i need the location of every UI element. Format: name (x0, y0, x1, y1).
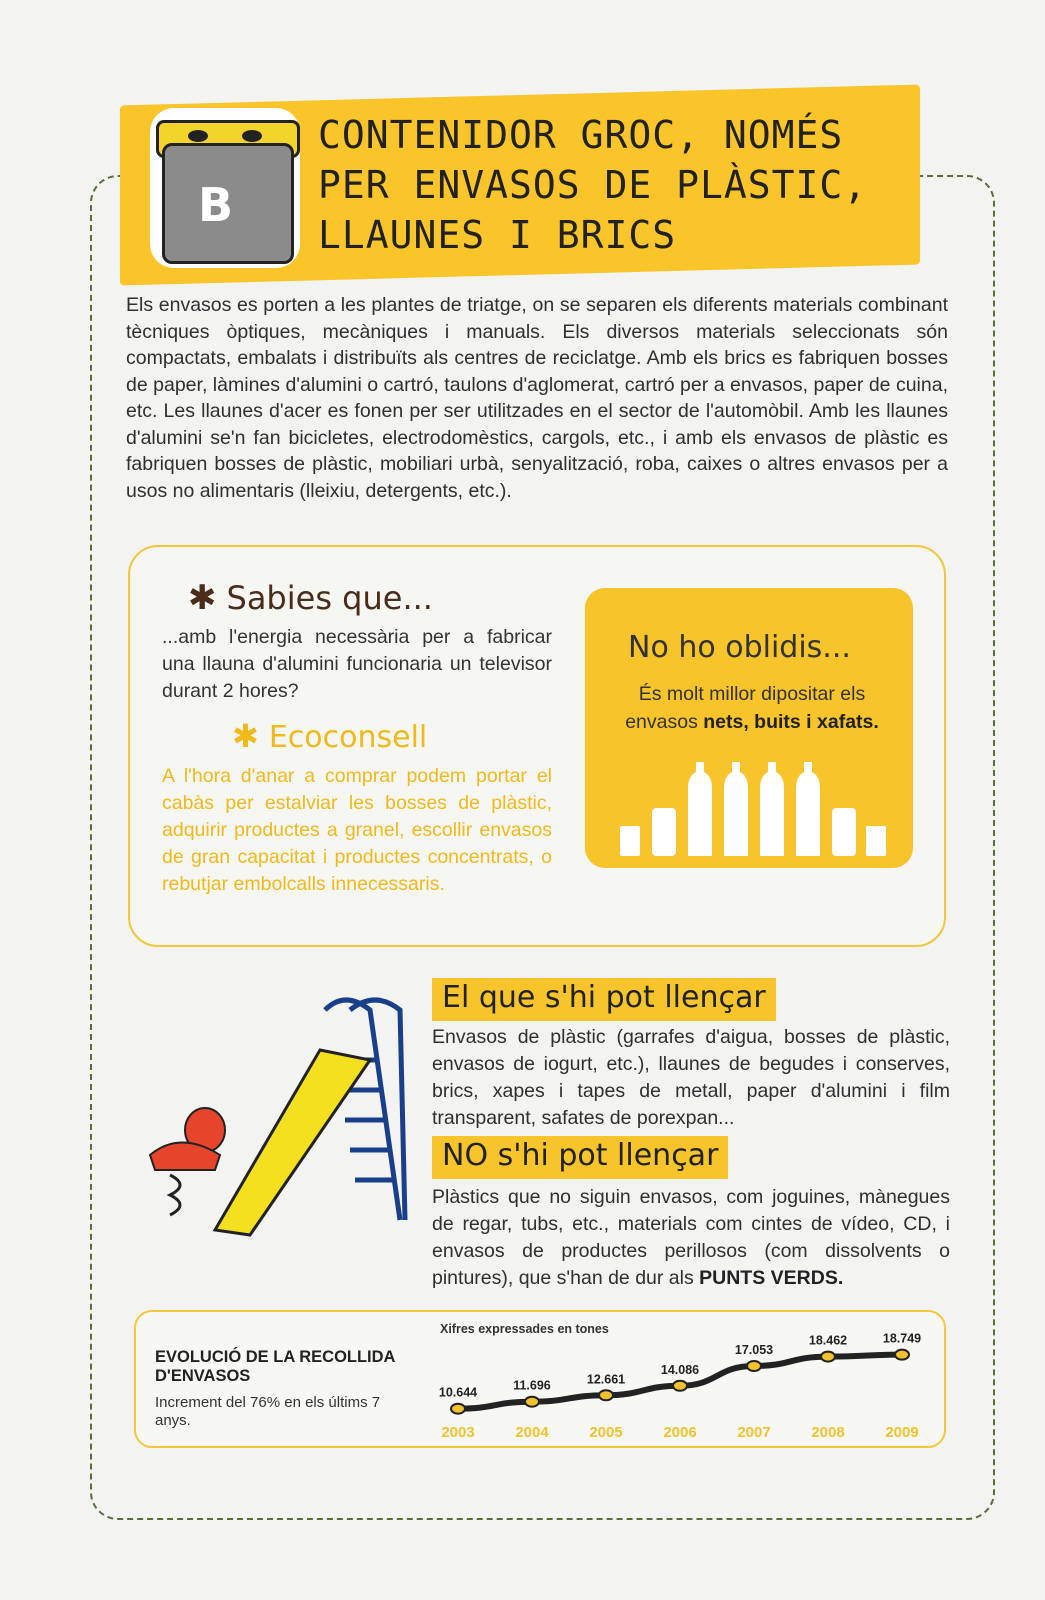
data-point (599, 1390, 613, 1400)
container-hole (242, 130, 262, 142)
can-heading: El que s'hi pot llençar (432, 978, 776, 1021)
x-tick-label: 2005 (589, 1424, 623, 1441)
reminder-text-plain: És molt millor dipositar els envasos (625, 683, 866, 733)
x-tick-label: 2007 (737, 1424, 771, 1441)
stats-title: EVOLUCIÓ DE LA RECOLLIDA D'ENVASOS (155, 1348, 395, 1385)
x-tick-label: 2003 (441, 1424, 475, 1441)
eco-title: Ecoconsell (268, 720, 428, 755)
data-point (525, 1397, 539, 1407)
data-label: 14.086 (660, 1362, 700, 1377)
title-line-1: CONTENIDOR GROC, NOMÉS (318, 113, 844, 157)
data-label: 17.053 (734, 1342, 774, 1357)
data-point (747, 1361, 761, 1371)
data-label: 10.644 (438, 1385, 478, 1400)
cannot-text-bold: PUNTS VERDS. (699, 1267, 844, 1289)
eco-heading (232, 717, 427, 755)
data-label: 18.462 (808, 1333, 848, 1348)
container-letter: B (198, 178, 234, 232)
reminder-title: No ho oblidis... (628, 630, 851, 665)
yellow-container-icon (150, 108, 300, 268)
asterisk-icon: ✱ (232, 717, 259, 755)
cannot-text-plain: Plàstics que no siguin envasos, com joguines, mànegues de regar, tubs, etc., materials com cintes de vídeo, CD, i envasos de productes perillosos (com dissolvents o pintures), que s'han de dur als (432, 1186, 950, 1289)
title-line-2: PER ENVASOS DE PLÀSTIC, (318, 163, 868, 207)
container-hole (188, 130, 208, 142)
data-point (673, 1381, 687, 1391)
x-tick-label: 2008 (811, 1424, 845, 1441)
asterisk-icon: ✱ (188, 578, 217, 618)
data-label: 11.696 (513, 1378, 551, 1393)
page-title (318, 110, 918, 260)
x-tick-label: 2004 (515, 1424, 549, 1441)
sabies-heading (188, 578, 433, 618)
can-text: Envasos de plàstic (garrafes d'aigua, bosses de plàstic, envasos de iogurt, etc.), llaunes de begudes i conserves, brics, xapes i tapes de metall, paper d'alumini i film transparent, safates de porexpan... (432, 1026, 950, 1129)
x-tick-label: 2009 (885, 1424, 919, 1441)
bottles-icon (612, 758, 892, 858)
reminder-text (607, 680, 897, 736)
data-point (895, 1350, 909, 1360)
x-tick-label: 2006 (663, 1424, 697, 1441)
cannot-text (432, 1184, 950, 1292)
data-label: 18.749 (882, 1331, 922, 1346)
collection-line-chart (420, 1315, 940, 1445)
data-label: 12.661 (586, 1372, 626, 1387)
eco-text: A l'hora d'anar a comprar podem portar el cabàs per estalviar les bosses de plàstic, adquirir productes a granel, escollir envasos de gran capacitat i productes concentrats, o rebutjar embolcalls innecessaris. (162, 765, 552, 895)
data-point (451, 1404, 465, 1414)
data-point (821, 1352, 835, 1362)
playground-slide-icon (130, 990, 420, 1260)
sabies-title: Sabies que... (226, 579, 433, 617)
title-line-3: LLAUNES I BRICS (318, 213, 677, 257)
sabies-text: ...amb l'energia necessària per a fabricar una llauna d'alumini funcionaria un televisor durant 2 hores? (162, 626, 552, 702)
reminder-text-bold: nets, buits i xafats. (703, 711, 879, 733)
chart-note: Xifres expressades en tones (440, 1322, 609, 1336)
intro-paragraph: Els envasos es porten a les plantes de triatge, on se separen els diferents materials combinant tècniques òptiques, mecàniques i manuals. Els diversos materials seleccionats són compactats, embalats i distribuïts als centres de reciclatge. Amb els brics es fabriquen bosses de paper, làmines d'alumini o cartró, taulons d'aglomerat, cartró per a envasos, paper de cuina, etc. Les llaunes d'acer es fonen per ser utilitzades en el sector de l'automòbil. Amb les llaunes d'alumini se'n fan bicicletes, electrodomèstics, cargols, etc., i amb els envasos de plàstic es fabriquen bosses de plàstic, mobiliari urbà, senyalització, roba, caixes o altres envasos per a usos no alimentaris (lleixiu, detergents, etc.). (126, 294, 948, 502)
cannot-heading: NO s'hi pot llençar (432, 1136, 728, 1179)
stats-subtitle: Increment del 76% en els últims 7 anys. (155, 1394, 381, 1429)
